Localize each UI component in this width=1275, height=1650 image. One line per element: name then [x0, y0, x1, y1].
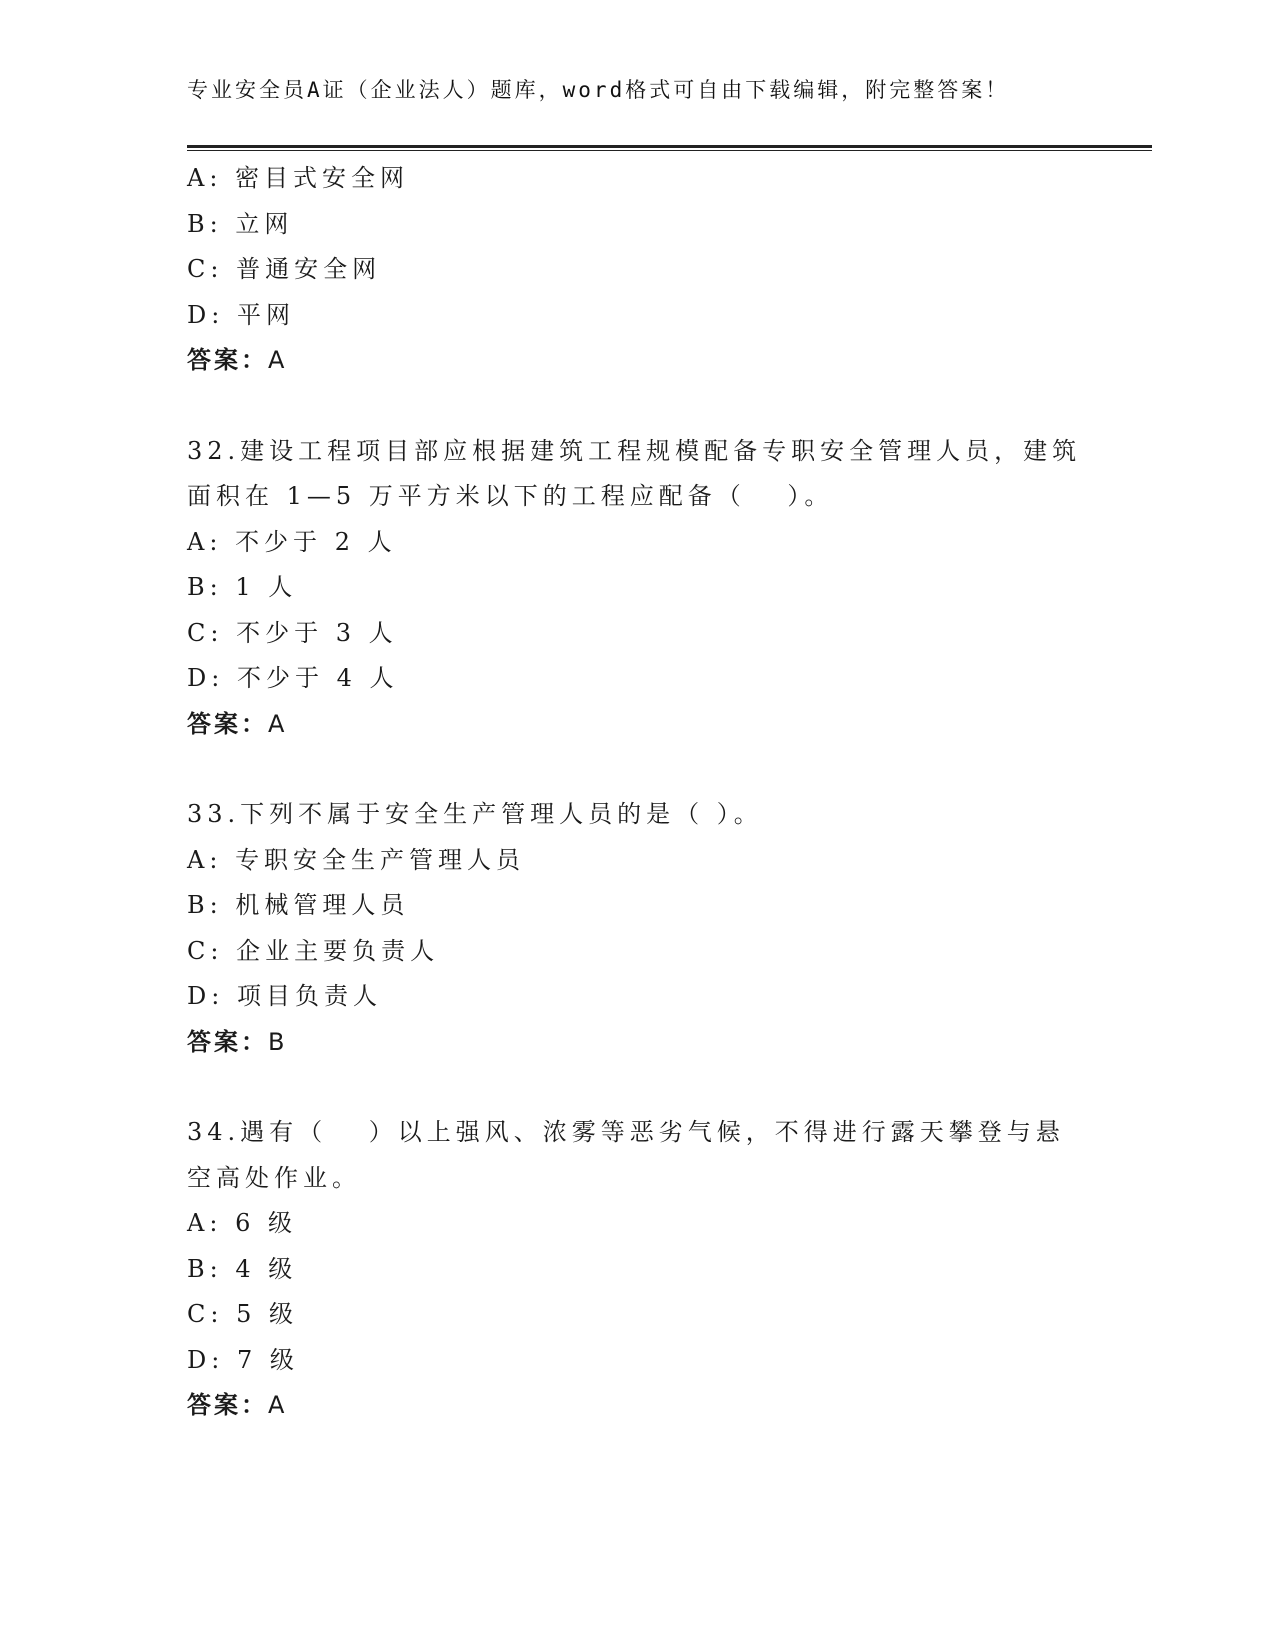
option-d: D: 不少于 4 人: [187, 664, 399, 692]
option-d: D: 平网: [187, 300, 295, 329]
option-a: A: 密目式安全网: [187, 164, 410, 192]
question-31-partial: [187, 156, 1087, 384]
question-text-line: 33.下列不属于安全生产管理人员的是（ ）。: [187, 800, 763, 828]
option-c: C: 不少于 3 人: [187, 618, 398, 647]
header-rule-thick: [187, 145, 1152, 148]
answer-line: 答案：A: [187, 1391, 288, 1419]
question-text-line: 面积在 1—5 万平方米以下的工程应配备（ ）。: [187, 482, 834, 510]
option-a: A: 专职安全生产管理人员: [187, 845, 526, 874]
option-b: B: 机械管理人员: [187, 891, 410, 919]
document-header: 专业安全员A证（企业法人）题库，word格式可自由下载编辑，附完整答案！: [187, 78, 1010, 102]
question-34: [187, 1110, 1087, 1429]
answer-line: 答案：B: [187, 1027, 288, 1056]
option-a: A: 6 级: [187, 1209, 297, 1237]
question-32: [187, 429, 1087, 748]
option-b: B: 立网: [187, 209, 294, 238]
option-b: B: 1 人: [187, 573, 298, 601]
question-text-line: 空高处作业。: [187, 1163, 361, 1192]
option-c: C: 5 级: [187, 1300, 298, 1328]
option-c: C: 企业主要负责人: [187, 936, 440, 965]
option-c: C: 普通安全网: [187, 255, 382, 283]
question-text-line: 32.建设工程项目部应根据建筑工程规模配备专职安全管理人员，建筑: [187, 436, 1082, 465]
option-d: D: 7 级: [187, 1345, 299, 1374]
option-d: D: 项目负责人: [187, 982, 382, 1010]
answer-line: 答案：A: [187, 709, 288, 738]
option-a: A: 不少于 2 人: [187, 527, 397, 556]
document-body: [187, 156, 1087, 1429]
header-rule-thin: [187, 150, 1152, 151]
question-text-line: 34.遇有（ ）以上强风、浓雾等恶劣气候，不得进行露天攀登与悬: [187, 1118, 1065, 1146]
answer-line: 答案：A: [187, 346, 288, 374]
option-b: B: 4 级: [187, 1254, 298, 1283]
question-33: [187, 792, 1087, 1065]
